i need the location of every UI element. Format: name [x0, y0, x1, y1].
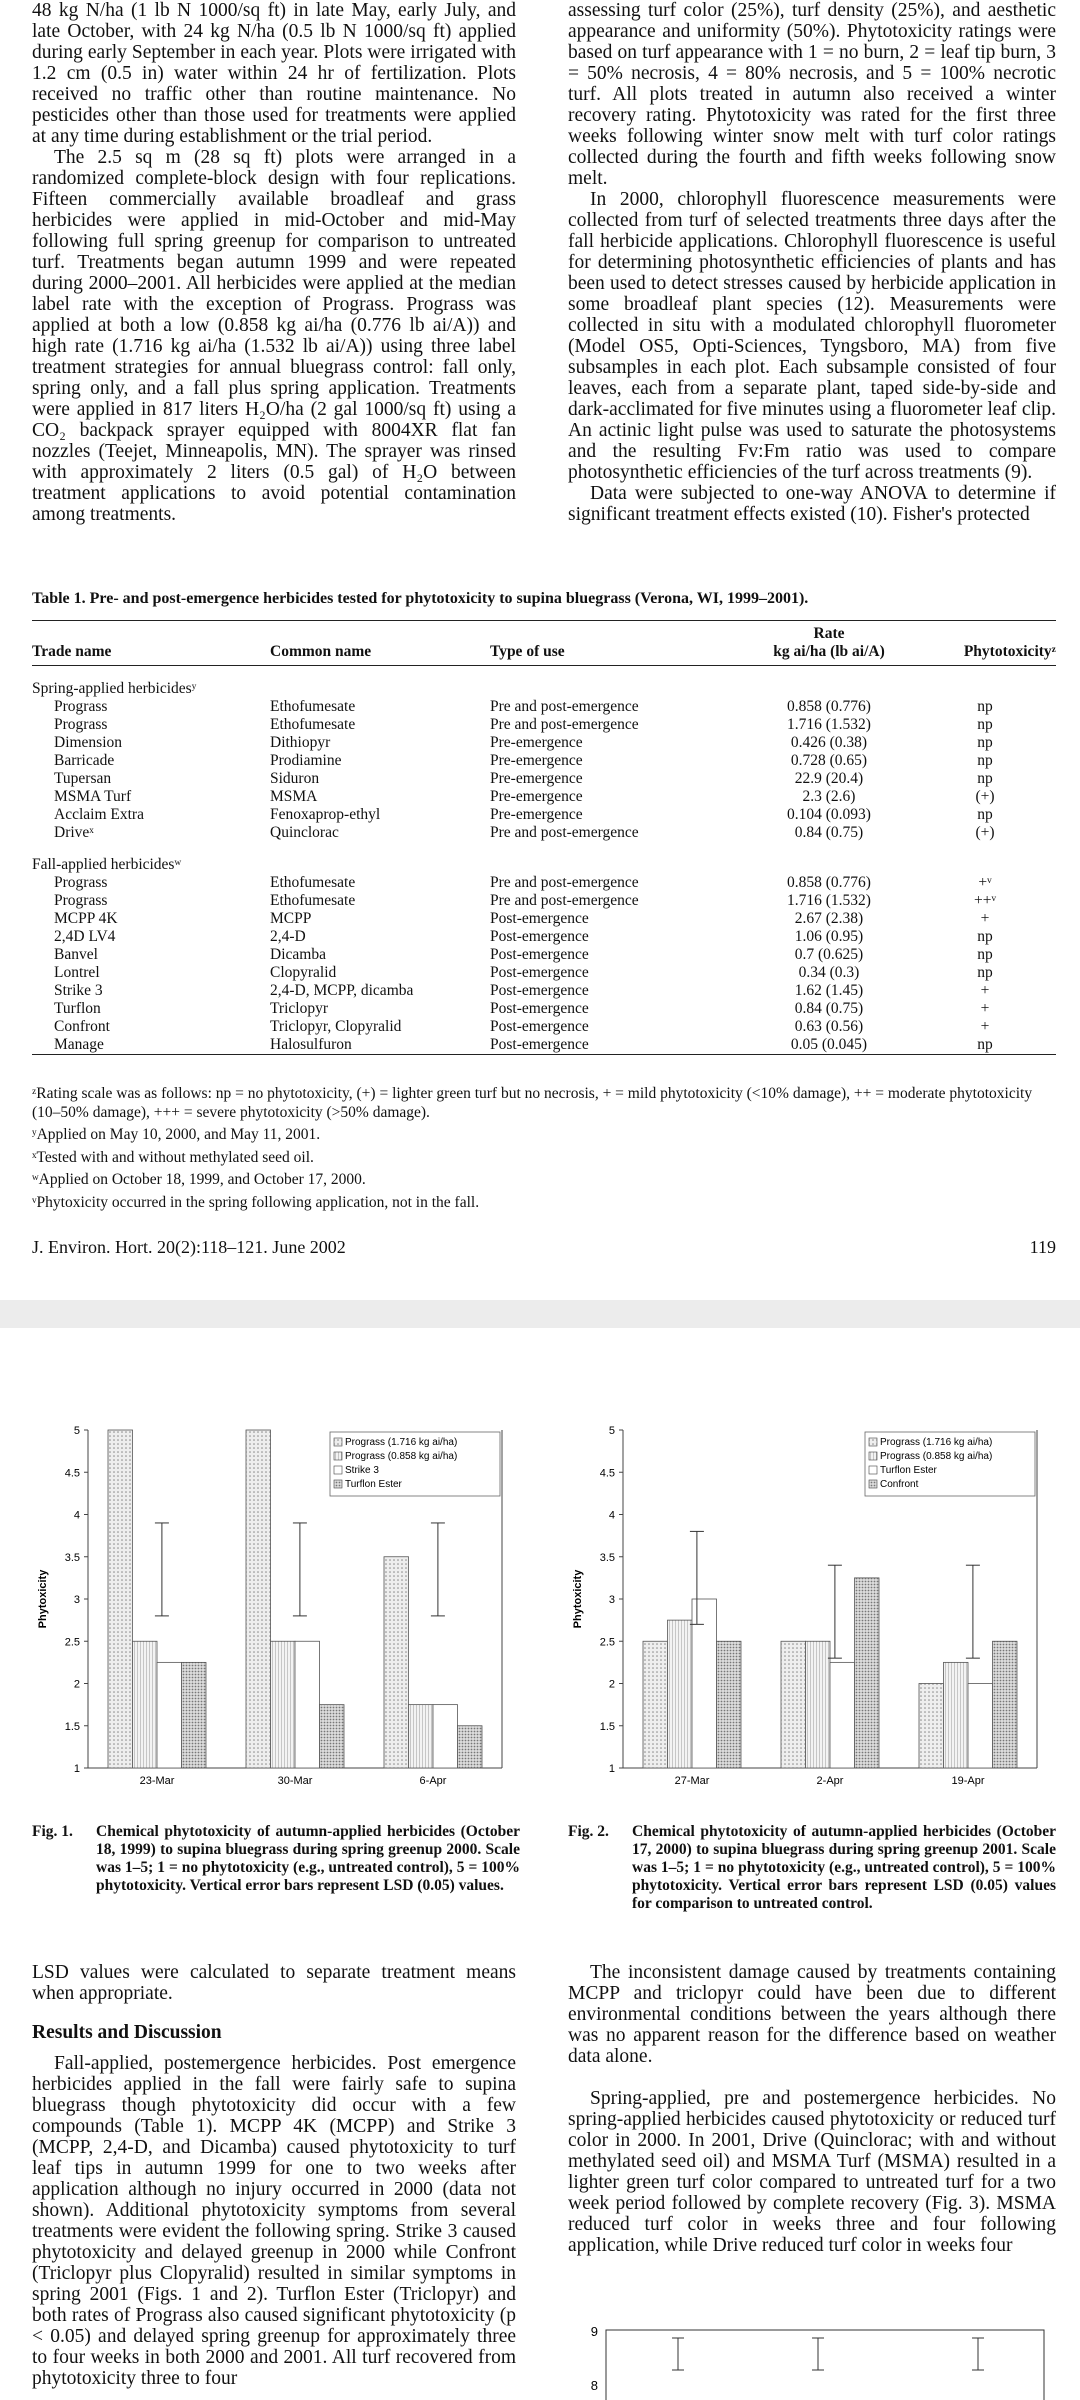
common-name-cell: Siduron — [270, 770, 320, 787]
results-right-column — [568, 1962, 1056, 2256]
y-axis-label: Phytoxicity — [37, 1569, 49, 1629]
trade-name-cell: Strike 3 — [54, 982, 103, 999]
trade-name-cell: Prograss — [54, 874, 108, 891]
bar — [295, 1641, 320, 1768]
common-name-cell: Ethofumesate — [270, 874, 356, 891]
type-of-use-cell: Post-emergence — [490, 1000, 589, 1017]
bar — [919, 1684, 944, 1769]
rate-cell: 0.858 (0.776) — [787, 698, 871, 715]
table-row — [32, 946, 1056, 964]
legend-entry: Turflon Ester — [880, 1465, 937, 1476]
common-name-cell: Dicamba — [270, 946, 326, 963]
type-of-use-cell: Post-emergence — [490, 1018, 589, 1035]
rate-cell: 0.63 (0.56) — [794, 1018, 864, 1035]
error-bars — [672, 2338, 984, 2370]
figure-label: Fig. 1. — [32, 1823, 73, 1840]
table-footnotes — [32, 1085, 1056, 1216]
y-tick-label: 3 — [73, 1594, 80, 1606]
table-row — [32, 698, 1056, 716]
legend-swatch — [869, 1438, 877, 1446]
phytotoxicity-cell: np — [977, 752, 993, 769]
bar — [717, 1641, 742, 1768]
y-tick-label: 4.5 — [64, 1467, 80, 1480]
type-of-use-cell: Post-emergence — [490, 946, 589, 963]
bar — [182, 1662, 207, 1768]
legend-entry: Turflon Ester — [345, 1479, 402, 1490]
bar — [993, 1641, 1018, 1768]
bar — [968, 1684, 993, 1769]
phytotoxicity-cell: + — [980, 982, 990, 999]
page-separator — [0, 1300, 1080, 1328]
rate-cell: 22.9 (20.4) — [794, 770, 864, 787]
y-tick-label: 2 — [608, 1678, 615, 1691]
bar — [157, 1662, 182, 1768]
rate-cell: 1.716 (1.532) — [787, 892, 871, 909]
bar — [384, 1557, 409, 1768]
bar — [855, 1578, 880, 1768]
table-row — [32, 788, 1056, 806]
paragraph: assessing turf color (25%), turf density (25%), and aesthetic appearance and uniformity (50%). Phytotoxicity ratings were based on turf appearance with 1 = no burn, 2 = leaf tip burn, 3 = 50% necrosis, 4 = 80% necrosis, and 5 = 100% necrotic turf. All plots treated in autumn also received a winter recovery rating. Phytotoxicity was rated for the first three weeks following winter snow melt with turf color ratings collected during the fourth and fifth weeks following snow melt. — [568, 0, 1056, 189]
paragraph: Fall-applied, postemergence herbicides. Post emergence herbicides applied in the fall were fairly safe to supina bluegrass though phytotoxicity did occur with a few compounds (Table 1). MCPP 4K (MCPP) and Strike 3 (MCPP, 2,4-D, and Dicamba) caused phytotoxicity to turf leaf tips in autumn 1999 for one to two weeks after application although no injury occurred in 2000 (data not shown). Additional phytotoxicity symptoms from several treatments were evident the following spring. Strike 3 caused phytotoxicity and delayed greenup in 2000 while Confront (Triclopyr plus Clopyralid) resulted in similar symptoms in spring 2001 (Figs. 1 and 2). Turflon Ester (Triclopyr) and both rates of Prograss also caused significant phytotoxicity (p < 0.05) and delayed spring greenup for approximately three to four weeks in both 2000 and 2001. All turf recovered from phytotoxicity three to four — [32, 2053, 516, 2389]
common-name-cell: Triclopyr, Clopyralid — [270, 1018, 402, 1035]
y-tick-label: 1.5 — [64, 1720, 80, 1733]
legend-swatch — [869, 1480, 877, 1488]
y-tick-label: 2.5 — [64, 1636, 80, 1649]
bar — [830, 1662, 855, 1768]
trade-name-cell: Manage — [54, 1036, 104, 1053]
trade-name-cell: Dimension — [54, 734, 123, 751]
legend-entry: Prograss (0.858 kg ai/ha) — [880, 1451, 993, 1462]
paragraph: Data were subjected to one-way ANOVA to determine if significant treatment effects existed (10). Fisher's protected — [568, 483, 1056, 525]
legend-swatch — [334, 1438, 342, 1446]
y-tick-label: 1.5 — [599, 1720, 615, 1733]
paragraph: In 2000, chlorophyll fluorescence measurements were collected from turf of selected treatments three days after the fall herbicide applications. Chlorophyll fluorescence is useful for determining photosynthetic efficiencies of plants and has been used to detect stresses caused by herbicide application in some broadleaf plant species (12). Measurements were collected in situ with a modulated chlorophyll fluorometer (Model OS5, Opti-Sciences, Tyngsboro, MA) from five subsamples in each plot. Each subsample consisted of four leaves, each from a separate plant, taped side-by-side and dark-acclimated for five minutes using a fluorometer leaf clip. An actinic light pulse was used to saturate the photosystems and the resulting Fv:Fm ratio was used to compare photosynthetic efficiencies of the turf across treatments (9). — [568, 189, 1056, 483]
table-row — [32, 824, 1056, 842]
table-header-row — [32, 621, 1056, 666]
common-name-cell: 2,4-D — [270, 928, 306, 945]
bar — [133, 1641, 158, 1768]
bar — [458, 1726, 483, 1768]
table-row — [32, 928, 1056, 946]
x-tick-label: 2-Apr — [816, 1775, 844, 1787]
paragraph: The 2.5 sq m (28 sq ft) plots were arranged in a randomized complete-block design with four replications. Fifteen commercially available broadleaf and grass herbicides were applied in mid-October and mid-May following full spring greenup for comparison to untreated turf. Treatments began autumn 1999 and were repeated during 2000–2001. All herbicides were applied at the median label rate with the exception of Prograss. Prograss was applied at both a low (0.858 kg ai/ha (0.776 lb ai/A)) and high rate (1.716 kg ai/ha (1.532 lb ai/A)) using three label treatment strategies for annual bluegrass control: fall only, spring only, and a fall plus spring application. Treatments were applied in 817 liters H₂O/ha (2 gal 1000/sq ft) using a CO₂ backpack sprayer equipped with 8004XR flat fan nozzles (Teejet, Minneapolis, MN). The sprayer was rinsed with approximately 2 liters (0.5 gal) of H₂O between treatment applications to avoid potential contamination among treatments. — [32, 147, 516, 525]
bar — [409, 1705, 434, 1768]
legend-swatch — [334, 1466, 342, 1474]
legend-swatch — [869, 1452, 877, 1460]
x-tick-label: 30-Mar — [277, 1775, 313, 1787]
trade-name-cell: Prograss — [54, 698, 108, 715]
rate-cell: 0.7 (0.625) — [794, 946, 864, 963]
legend-swatch — [334, 1480, 342, 1488]
table-row — [32, 874, 1056, 892]
trade-name-cell: MCPP 4K — [54, 910, 118, 927]
paragraph: Spring-applied, pre and postemergence herbicides. No spring-applied herbicides caused phytotoxicity or reduced turf color in 2000. In 2001, Drive (Quinclorac; with and without methylated seed oil) and MSMA Turf (MSMA) resulted in a lighter green turf color compared to untreated turf for a two week period followed by complete recovery (Fig. 3). MSMA reduced turf color in weeks three and four following application, while Drive reduced turf color in weeks four — [568, 2088, 1056, 2256]
rate-cell: 0.858 (0.776) — [787, 874, 871, 891]
trade-name-cell: Barricade — [54, 752, 115, 769]
bar — [944, 1662, 969, 1768]
common-name-cell: Halosulfuron — [270, 1036, 352, 1053]
phytotoxicity-cell: ++ᵛ — [973, 892, 997, 909]
col-rate-line2: kg ai/ha (lb ai/A) — [773, 643, 885, 660]
group-label: Fall-applied herbicidesʷ — [32, 856, 182, 873]
y-tick-label: 4 — [608, 1509, 615, 1522]
phytotoxicity-cell: + — [980, 1000, 990, 1017]
x-tick-label: 23-Mar — [139, 1775, 175, 1787]
trade-name-cell: Tupersan — [54, 770, 112, 787]
rate-cell: 0.104 (0.093) — [787, 806, 871, 823]
caption-text: Chemical phytotoxicity of autumn-applied herbicides (October 18, 1999) to supina bluegrass during spring greenup 2000. Scale was 1–5; 1 = no phytotoxicity (e.g., untreated control), 5 = 100% phytotoxicity. Vertical error bars represent LSD (0.05) values. — [96, 1823, 520, 1894]
table-row — [32, 734, 1056, 752]
y-tick-label: 4.5 — [599, 1467, 615, 1480]
phytotoxicity-cell: np — [977, 946, 993, 963]
bar — [246, 1430, 271, 1768]
rate-cell: 0.05 (0.045) — [790, 1036, 868, 1053]
table-row — [32, 1000, 1056, 1018]
footnote: ʷApplied on October 18, 1999, and October 17, 2000. — [32, 1171, 366, 1188]
footnote: ʸApplied on May 10, 2000, and May 11, 2001. — [32, 1126, 321, 1143]
rate-cell: 1.06 (0.95) — [794, 928, 864, 945]
phytotoxicity-cell: + — [980, 1018, 990, 1035]
phytotoxicity-cell: np — [977, 1036, 993, 1053]
x-tick-label: 19-Apr — [951, 1775, 985, 1787]
paragraph: 48 kg N/ha (1 lb N 1000/sq ft) in late May, early July, and late October, with 24 kg N/ha (0.5 lb N 1000/sq ft) applied during early September in each year. Plots were irrigated with 1.2 cm (0.5 in) water within 24 hr of fertilization. Plots received no traffic other than routine maintenance. No pesticides other than those used for treatments were applied at any time during establishment or the trial period. — [32, 0, 516, 147]
phytotoxicity-cell: + — [980, 910, 990, 927]
trade-name-cell: Driveˣ — [54, 824, 94, 841]
rate-cell: 1.62 (1.45) — [794, 982, 864, 999]
type-of-use-cell: Post-emergence — [490, 910, 589, 927]
herbicide-table — [32, 620, 1056, 1055]
section-heading: Results and Discussion — [32, 2022, 222, 2043]
phytotoxicity-cell: np — [977, 964, 993, 981]
legend-swatch — [869, 1466, 877, 1474]
type-of-use-cell: Pre and post-emergence — [490, 716, 639, 733]
table-row — [32, 806, 1056, 824]
phytotoxicity-cell: np — [977, 716, 993, 733]
left-column-text — [32, 0, 516, 525]
legend-entry: Prograss (1.716 kg ai/ha) — [880, 1437, 993, 1448]
type-of-use-cell: Pre and post-emergence — [490, 824, 639, 841]
common-name-cell: MSMA — [270, 788, 318, 805]
bar — [433, 1705, 458, 1768]
paragraph: The inconsistent damage caused by treatments containing MCPP and triclopyr could have been due to different environmental conditions between the years although there was no apparent reason for the difference based on weather data alone. — [568, 1962, 1056, 2067]
rate-cell: 0.34 (0.3) — [798, 964, 860, 981]
phytotoxicity-cell: np — [977, 770, 993, 787]
legend-entry: Strike 3 — [345, 1465, 379, 1476]
results-left-column — [32, 1962, 516, 2389]
bar — [643, 1641, 668, 1768]
right-column-text — [568, 0, 1056, 525]
y-tick-label: 5 — [608, 1425, 615, 1437]
phytotoxicity-cell: np — [977, 928, 993, 945]
trade-name-cell: Confront — [54, 1018, 110, 1035]
type-of-use-cell: Pre-emergence — [490, 734, 583, 751]
type-of-use-cell: Pre-emergence — [490, 770, 583, 787]
page-number: 119 — [1029, 1237, 1056, 1257]
common-name-cell: Ethofumesate — [270, 698, 356, 715]
y-tick-label: 8 — [590, 2378, 598, 2393]
col-trade-name: Trade name — [32, 643, 112, 660]
y-tick-label: 2 — [73, 1678, 80, 1691]
trade-name-cell: Banvel — [54, 946, 98, 963]
common-name-cell: 2,4-D, MCPP, dicamba — [270, 982, 414, 999]
col-rate — [744, 621, 914, 666]
common-name-cell: Dithiopyr — [270, 734, 331, 751]
col-phytotoxicity: Phytotoxicityᶻ — [963, 643, 1056, 660]
bar — [320, 1705, 345, 1768]
trade-name-cell: Acclaim Extra — [54, 806, 144, 823]
table-row — [32, 770, 1056, 788]
y-tick-label: 1 — [608, 1763, 615, 1775]
journal-citation: J. Environ. Hort. 20(2):118–121. June 2002 — [32, 1237, 346, 1257]
bar — [108, 1430, 133, 1768]
y-tick-label: 1 — [73, 1763, 80, 1775]
group-label: Spring-applied herbicidesʸ — [32, 680, 197, 697]
x-tick-label: 6-Apr — [419, 1775, 447, 1787]
rate-cell: 0.84 (0.75) — [794, 1000, 864, 1017]
table-row — [32, 982, 1056, 1000]
y-tick-label: 4 — [73, 1509, 80, 1522]
col-rate-line1: Rate — [813, 625, 845, 642]
common-name-cell: Fenoxaprop-ethyl — [270, 806, 381, 823]
rate-cell: 0.728 (0.65) — [790, 752, 868, 769]
x-tick-label: 27-Mar — [674, 1775, 710, 1787]
type-of-use-cell: Post-emergence — [490, 964, 589, 981]
common-name-cell: Quinclorac — [270, 824, 339, 841]
type-of-use-cell: Pre and post-emergence — [490, 892, 639, 909]
footnote: ˣTested with and without methylated seed oil. — [32, 1148, 314, 1166]
type-of-use-cell: Post-emergence — [490, 1036, 589, 1053]
rate-cell: 2.67 (2.38) — [794, 910, 864, 927]
legend-entry: Prograss (0.858 kg ai/ha) — [345, 1451, 458, 1462]
trade-name-cell: MSMA Turf — [54, 788, 132, 805]
table-group-row — [32, 842, 1056, 874]
paragraph: LSD values were calculated to separate treatment means when appropriate. — [32, 1962, 516, 2004]
common-name-cell: Ethofumesate — [270, 716, 356, 733]
phytotoxicity-cell: +ᵛ — [978, 874, 992, 891]
y-tick-label: 9 — [590, 2324, 598, 2339]
trade-name-cell: Prograss — [54, 892, 108, 909]
table-row — [32, 892, 1056, 910]
table-title: Table 1. Pre- and post-emergence herbicides tested for phytotoxicity to supina bluegrass (Verona, WI, 1999–2001). — [32, 590, 809, 607]
type-of-use-cell: Pre-emergence — [490, 788, 583, 805]
rate-cell: 1.716 (1.532) — [787, 716, 871, 733]
table-row — [32, 752, 1056, 770]
y-tick-label: 3.5 — [599, 1551, 615, 1564]
bar — [271, 1641, 296, 1768]
table-row — [32, 910, 1056, 928]
col-type-of-use: Type of use — [490, 643, 565, 660]
type-of-use-cell: Post-emergence — [490, 982, 589, 999]
trade-name-cell: Prograss — [54, 716, 108, 733]
type-of-use-cell: Pre and post-emergence — [490, 698, 639, 715]
bar — [781, 1641, 806, 1768]
common-name-cell: Triclopyr — [270, 1000, 328, 1017]
figure-3-chart-partial — [568, 2318, 1058, 2400]
footnote: ᶻRating scale was as follows: np = no phytotoxicity, (+) = lighter green turf but no necrosis, + = mild phytotoxicity (<10% damage), ++ = moderate phytotoxicity (10–50% damage), +++ = severe phytotoxicity (>50% damage). — [32, 1085, 1033, 1121]
y-tick-label: 3.5 — [64, 1551, 80, 1564]
y-tick-label: 2.5 — [599, 1636, 615, 1649]
table-row — [32, 1036, 1056, 1055]
legend-swatch — [334, 1452, 342, 1460]
type-of-use-cell: Post-emergence — [490, 928, 589, 945]
common-name-cell: Prodiamine — [270, 752, 342, 769]
table-row — [32, 1018, 1056, 1036]
figure-label: Fig. 2. — [568, 1823, 609, 1840]
phytotoxicity-cell: np — [977, 698, 993, 715]
trade-name-cell: Lontrel — [54, 964, 100, 981]
legend-entry: Prograss (1.716 kg ai/ha) — [345, 1437, 458, 1448]
common-name-cell: Ethofumesate — [270, 892, 356, 909]
bar — [668, 1620, 693, 1768]
phytotoxicity-cell: (+) — [975, 788, 995, 805]
table-row — [32, 716, 1056, 734]
table-row — [32, 964, 1056, 982]
table-group-row — [32, 666, 1056, 699]
bar — [806, 1641, 831, 1768]
phytotoxicity-cell: (+) — [975, 824, 995, 841]
y-axis-label: Phytoxicity — [572, 1569, 584, 1629]
type-of-use-cell: Pre-emergence — [490, 806, 583, 823]
rate-cell: 2.3 (2.6) — [802, 788, 856, 805]
common-name-cell: Clopyralid — [270, 964, 337, 981]
legend-entry: Confront — [880, 1479, 919, 1490]
rate-cell: 0.84 (0.75) — [794, 824, 864, 841]
page-footer — [32, 1237, 1056, 1258]
type-of-use-cell: Pre-emergence — [490, 752, 583, 769]
trade-name-cell: 2,4D LV4 — [54, 928, 116, 945]
type-of-use-cell: Pre and post-emergence — [490, 874, 639, 891]
trade-name-cell: Turflon — [54, 1000, 101, 1017]
rate-cell: 0.426 (0.38) — [790, 734, 868, 751]
phytotoxicity-cell: np — [977, 734, 993, 751]
figure-2-chart — [567, 1418, 1057, 1798]
col-common-name: Common name — [270, 643, 372, 660]
footnote: ᵛPhytoxicity occurred in the spring following application, not in the fall. — [32, 1193, 480, 1211]
common-name-cell: MCPP — [270, 910, 312, 927]
figure-1-chart — [32, 1418, 522, 1798]
caption-text: Chemical phytotoxicity of autumn-applied herbicides (October 17, 2000) to supina bluegrass during spring greenup 2001. Scale was 1–5; 1 = no phytotoxicity (e.g., untreated control), 5 = 100% phytotoxicity. Vertical error bars represent LSD (0.05) values for comparison to untreated control. — [632, 1823, 1056, 1912]
phytotoxicity-cell: np — [977, 806, 993, 823]
y-tick-label: 3 — [608, 1594, 615, 1606]
y-tick-label: 5 — [73, 1425, 80, 1437]
